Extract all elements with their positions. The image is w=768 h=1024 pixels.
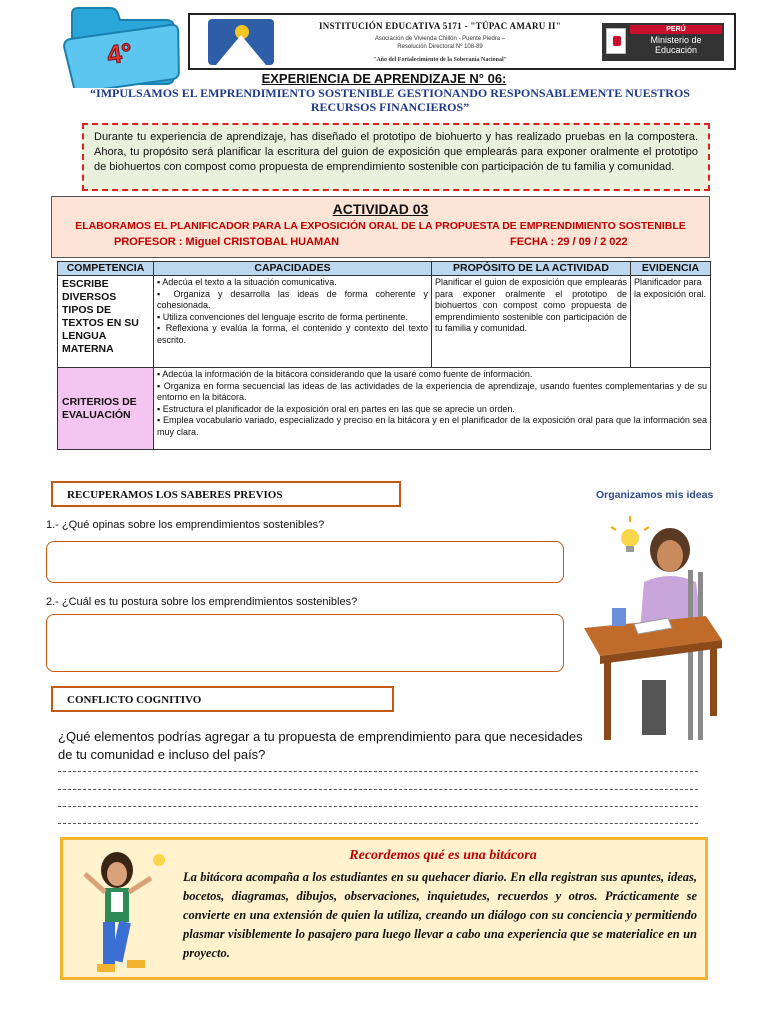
experience-subtitle: “IMPULSAMOS EL EMPRENDIMIENTO SOSTENIBLE GESTIONANDO RESPONSABLEMENTE NUESTROS RECURSOS FINANCIEROS” bbox=[90, 86, 690, 114]
capacities-cell bbox=[154, 276, 432, 368]
institution-address bbox=[290, 35, 590, 51]
organize-ideas-caption: Organizamos mis ideas bbox=[596, 489, 714, 501]
competency-table bbox=[57, 261, 711, 450]
answer-line[interactable] bbox=[58, 806, 698, 807]
ministry-country: PERÚ bbox=[630, 25, 722, 34]
student-writing-illustration bbox=[582, 500, 732, 750]
prior-knowledge-header: RECUPERAMOS LOS SABERES PREVIOS bbox=[51, 481, 401, 507]
header-competencia: COMPETENCIA bbox=[58, 262, 154, 276]
question-1: 1.- ¿Qué opinas sobre los emprendimientos sostenibles? bbox=[46, 519, 325, 531]
bitacora-title: Recordemos qué es una bitácora bbox=[349, 848, 537, 863]
evidence-cell: Planificador para la exposición oral. bbox=[631, 276, 711, 368]
bitacora-box bbox=[60, 837, 708, 980]
activity-subtitle: ELABORAMOS EL PLANIFICADOR PARA LA EXPOSICIÓN ORAL DE LA PROPUESTA DE EMPRENDIMIENTO SOSTENIBLE bbox=[75, 220, 686, 232]
answer-line[interactable] bbox=[58, 771, 698, 772]
institution-banner bbox=[188, 13, 736, 70]
intro-box: Durante tu experiencia de aprendizaje, has diseñado el prototipo de biohuerto y has realizado pruebas en la compostera. Ahora, tu propósito será planificar la escritura del guion de exposición que emplearás para exponer oralmente el prototipo de biohuertos con compost como propuesta de emprendimiento sostenible con participación de tu familia y comunidad. bbox=[82, 123, 710, 191]
criteria-item: ▪ Estructura el planificador de la exposición oral en partes en las que se aprecie un orden. bbox=[157, 403, 515, 414]
header-capacidades: CAPACIDADES bbox=[154, 262, 432, 276]
address-line-1: Asociación de Vivienda Chillón - Puente Piedra – bbox=[374, 36, 506, 42]
criteria-item: ▪ Organiza en forma secuencial las ideas de las actividades de la experiencia de aprendizaje, usando fuentes complementarias y de su entorno en la bitácora. bbox=[157, 380, 707, 402]
teacher-name: PROFESOR : Miguel CRISTOBAL HUAMAN bbox=[114, 236, 340, 248]
peru-shield-icon bbox=[606, 28, 626, 54]
answer-2-field[interactable] bbox=[46, 614, 564, 672]
answer-line[interactable] bbox=[58, 823, 698, 824]
year-motto: "Año del Fortalecimiento de la Soberanía Nacional" bbox=[373, 57, 507, 63]
activity-title: ACTIVIDAD 03 bbox=[332, 201, 429, 217]
competency-cell: ESCRIBE DIVERSOS TIPOS DE TEXTOS EN SU LENGUA MATERNA bbox=[58, 276, 154, 368]
answer-1-field[interactable] bbox=[46, 541, 564, 583]
criteria-item: ▪ Emplea vocabulario variado, especializado y preciso en la bitácora y en el planificador de la exposición oral para que la información sea muy clara. bbox=[157, 415, 707, 437]
criteria-item: ▪ Adecúa la información de la bitácora considerando que la usaré como fuente de información. bbox=[157, 369, 533, 379]
institution-name: INSTITUCIÓN EDUCATIVA 5171 - "TÚPAC AMARU II" bbox=[318, 21, 562, 31]
ministry-name: Ministerio de Educación bbox=[650, 35, 702, 55]
criteria-label-cell: CRITERIOS DE EVALUACIÓN bbox=[58, 368, 154, 450]
table-header-row bbox=[58, 262, 711, 276]
school-crest-icon bbox=[208, 19, 274, 65]
capacity-item: ▪ Utiliza convenciones del lenguaje escrito de forma pertinente. bbox=[157, 311, 408, 322]
experience-title: EXPERIENCIA DE APRENDIZAJE N° 06: bbox=[261, 71, 507, 86]
ministry-logo bbox=[602, 23, 724, 61]
activity-box bbox=[51, 196, 710, 258]
purpose-cell: Planificar el guion de exposición que emplearás para exponer oralmente el prototipo de biohuertos con compost como propuesta de emprendimiento sostenible con participación de tu familia y comunidad. bbox=[432, 276, 631, 368]
grade-badge: 4° bbox=[105, 36, 134, 70]
header-proposito: PROPÓSITO DE LA ACTIVIDAD bbox=[432, 262, 631, 276]
capacity-item: ▪ Adecúa el texto a la situación comunicativa. bbox=[157, 277, 337, 287]
activity-date: FECHA : 29 / 09 / 2 022 bbox=[510, 236, 628, 248]
bitacora-text: La bitácora acompaña a los estudiantes en su quehacer diario. En ella registran sus apuntes, ideas, bocetos, diagramas, dibujos, observaciones, inquietudes, recuerdos y otros. Prácticamente se convierte en una extensión de quien la utiliza, creando un diálogo con su conciencia y permitiendo plasmar visiblemente lo pasajero para luego llevar a cabo una experiencia que se materialice en un proyecto. bbox=[183, 870, 697, 960]
cognitive-conflict-header: CONFLICTO COGNITIVO bbox=[51, 686, 394, 712]
girl-idea-illustration bbox=[71, 848, 171, 976]
conflict-question: ¿Qué elementos podrías agregar a tu propuesta de emprendimiento para que necesidades de tu comunidad e incluso del país? bbox=[58, 729, 583, 762]
answer-line[interactable] bbox=[58, 789, 698, 790]
capacity-item: ▪ Reflexiona y evalúa la forma, el contenido y contexto del texto escrito. bbox=[157, 323, 428, 345]
criteria-cell bbox=[154, 368, 711, 450]
question-2: 2.- ¿Cuál es tu postura sobre los emprendimientos sostenibles? bbox=[46, 596, 358, 608]
address-line-2: Resolución Directoral Nº 108-89 bbox=[397, 44, 483, 50]
table-row bbox=[58, 276, 711, 368]
header-evidencia: EVIDENCIA bbox=[631, 262, 711, 276]
table-row bbox=[58, 368, 711, 450]
capacity-item: ▪ Organiza y desarrolla las ideas de forma coherente y cohesionada. bbox=[157, 288, 428, 310]
